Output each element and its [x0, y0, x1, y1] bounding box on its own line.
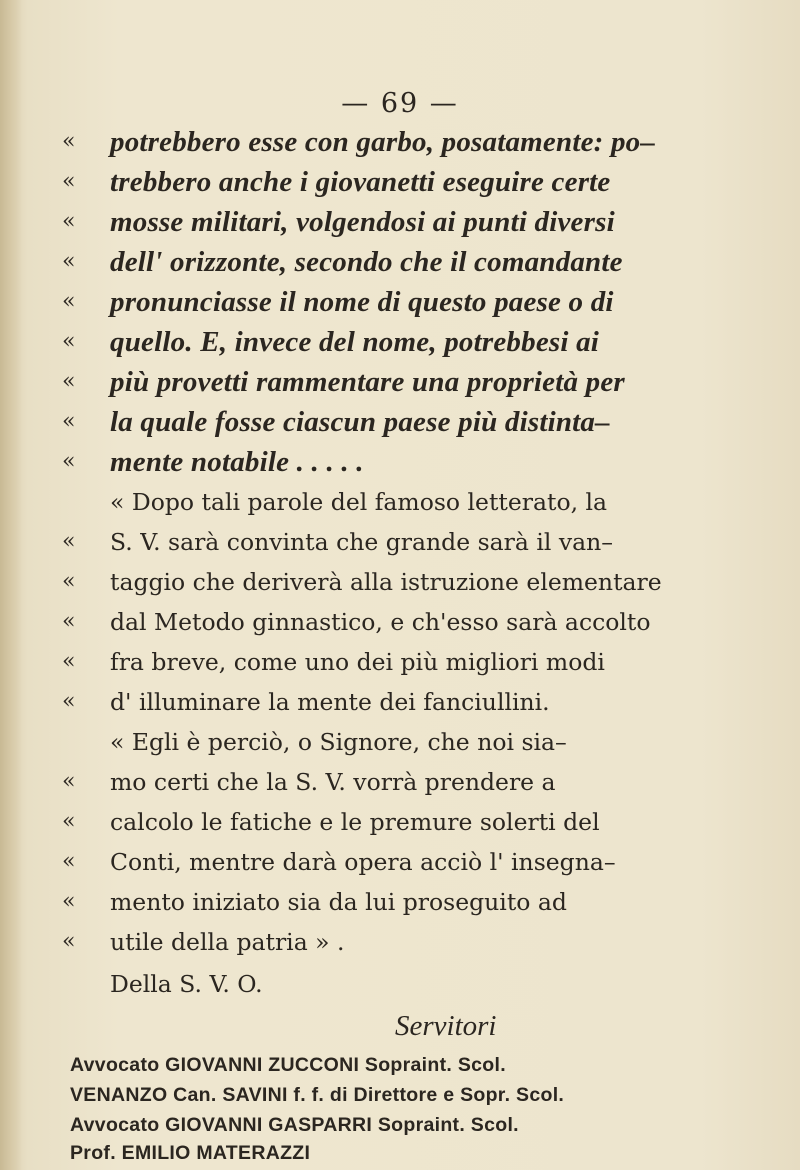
quote-mark: «: [62, 409, 76, 434]
italic-line-text: dell' orizzonte, secondo che il comandante: [110, 246, 623, 278]
paragraph-opening: [110, 722, 567, 762]
italic-line-text: trebbero anche i giovanetti eseguire certe: [110, 166, 611, 198]
closing-salutation: Della S. V. O.: [110, 970, 263, 998]
paragraph-opening-text: « Dopo tali parole del famoso letterato, la: [110, 488, 608, 516]
body-line-text: d' illuminare la mente dei fanciullini.: [110, 688, 550, 716]
quote-mark: «: [62, 609, 76, 634]
body-line-text: utile della patria » .: [110, 928, 345, 956]
body-line-text: taggio che deriverà alla istruzione elementare: [110, 568, 662, 596]
signatory-line: VENANZO Can. SAVINI f. f. di Direttore e Sopr. Scol.: [70, 1084, 565, 1106]
quote-mark: «: [62, 649, 76, 674]
body-line-text: Conti, mentre darà opera acciò l' insegna–: [110, 848, 616, 876]
italic-line-text: mente notabile . . . . .: [110, 446, 364, 478]
signatory-line: Avvocato GIOVANNI ZUCCONI Sopraint. Scol.: [70, 1054, 506, 1076]
quote-mark: «: [62, 169, 76, 194]
page-number: — 69 —: [341, 88, 459, 119]
italic-line-text: mosse militari, volgendosi ai punti diversi: [110, 206, 615, 238]
quote-mark: «: [62, 569, 76, 594]
quote-mark: «: [62, 209, 76, 234]
signatory-line: Prof. EMILIO MATERAZZI: [70, 1142, 311, 1164]
body-line-text: calcolo le fatiche e le premure solerti del: [110, 808, 600, 836]
servitori-label: Servitori: [395, 1010, 497, 1042]
quote-mark: «: [62, 849, 76, 874]
quote-mark: «: [62, 809, 76, 834]
quote-mark: «: [62, 689, 76, 714]
quote-mark: «: [62, 249, 76, 274]
italic-line-text: potrebbero esse con garbo, posatamente: po–: [110, 126, 656, 158]
italic-line-text: più provetti rammentare una proprietà per: [110, 366, 625, 398]
quote-mark: «: [62, 529, 76, 554]
binding-gutter: [0, 0, 22, 1170]
quote-mark: «: [62, 769, 76, 794]
quote-mark: «: [62, 129, 76, 154]
quote-mark: «: [62, 449, 76, 474]
italic-line-text: quello. E, invece del nome, potrebbesi ai: [110, 326, 600, 358]
body-line-text: dal Metodo ginnastico, e ch'esso sarà accolto: [110, 608, 651, 636]
body-line-text: S. V. sarà convinta che grande sarà il van–: [110, 528, 614, 556]
body-line-text: fra breve, come uno dei più migliori modi: [110, 648, 605, 676]
body-line-text: mento iniziato sia da lui proseguito ad: [110, 888, 567, 916]
italic-line-text: la quale fosse ciascun paese più distinta–: [110, 406, 610, 438]
quote-mark: «: [62, 889, 76, 914]
paragraph-opening: [110, 482, 607, 522]
signatory-line: Avvocato GIOVANNI GASPARRI Sopraint. Scol.: [70, 1114, 519, 1136]
quote-mark: «: [62, 329, 76, 354]
quote-mark: «: [62, 929, 76, 954]
quote-mark: «: [62, 369, 76, 394]
paragraph-opening-text: « Egli è perciò, o Signore, che noi sia–: [110, 728, 567, 756]
quote-mark: «: [62, 289, 76, 314]
italic-line-text: pronunciasse il nome di questo paese o di: [110, 286, 614, 318]
body-line-text: mo certi che la S. V. vorrà prendere a: [110, 768, 556, 796]
